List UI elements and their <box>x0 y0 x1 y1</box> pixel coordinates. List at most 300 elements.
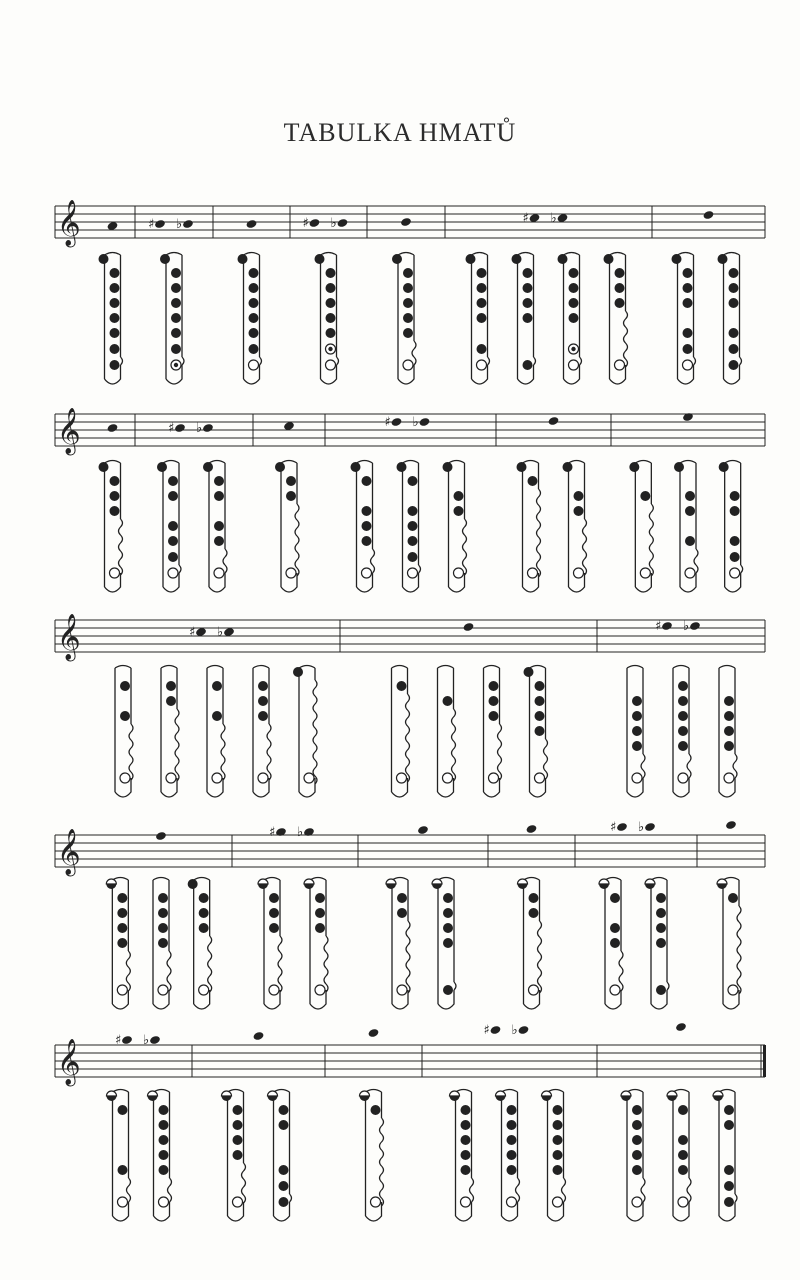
note-head <box>149 1035 161 1045</box>
hole-open <box>212 773 222 783</box>
hole-closed <box>553 1105 563 1115</box>
note-head <box>154 219 166 229</box>
recorder-top <box>564 253 580 256</box>
sharp-sign: ♯ <box>483 1023 490 1038</box>
recorder-wavy-edge <box>295 504 299 576</box>
hole-closed <box>632 1150 642 1160</box>
hole-closed <box>466 254 476 264</box>
hole-closed <box>523 268 533 278</box>
hole-closed <box>674 462 684 472</box>
recorder-wavy-edge <box>278 936 282 992</box>
treble-clef: 𝄞 <box>57 200 81 246</box>
note-head <box>526 824 538 834</box>
measure <box>360 1028 384 1221</box>
hole-closed <box>729 283 739 293</box>
sharp-sign: ♯ <box>384 415 391 430</box>
system-2 <box>55 408 765 592</box>
flat-sign: ♭ <box>297 825 304 840</box>
recorder-top <box>207 666 223 669</box>
note-head <box>368 1028 380 1038</box>
measure <box>466 211 628 384</box>
thumb-pinched-bottom <box>432 884 442 889</box>
hole-closed <box>258 681 268 691</box>
recorder-top <box>163 461 179 464</box>
flat-sign: ♭ <box>511 1023 518 1038</box>
measure <box>275 421 299 592</box>
recorder-wavy-edge <box>641 754 645 778</box>
recorder-wavy-edge <box>583 519 587 575</box>
note-head <box>548 416 560 426</box>
hole-closed <box>489 711 499 721</box>
hole-closed <box>110 506 120 516</box>
recorder-wavy-edge <box>580 357 582 365</box>
hole-closed <box>678 711 688 721</box>
hole-open <box>728 985 738 995</box>
hole-open <box>678 773 688 783</box>
hole-open <box>397 985 407 995</box>
note-head <box>309 218 321 228</box>
recorder-wavy-edge <box>223 549 227 573</box>
hole-closed <box>362 506 372 516</box>
hole-closed <box>199 893 209 903</box>
hole-closed <box>517 462 527 472</box>
flat-sign: ♭ <box>638 820 645 835</box>
note-head <box>490 1025 502 1035</box>
hole-closed <box>685 536 695 546</box>
hole-closed <box>569 298 579 308</box>
hole-closed <box>477 313 487 323</box>
recorder-wavy-edge <box>694 549 698 573</box>
measure <box>627 619 737 797</box>
recorder-wavy-edge <box>371 549 375 573</box>
hole-closed <box>408 506 418 516</box>
hole-closed <box>632 711 642 721</box>
note-head <box>400 217 412 227</box>
hole-closed <box>507 1150 517 1160</box>
hole-closed <box>269 908 279 918</box>
recorder-wavy-edge <box>406 921 410 993</box>
hole-closed <box>507 1135 517 1145</box>
hole-closed <box>408 552 418 562</box>
hole-closed <box>326 298 336 308</box>
hole-closed <box>724 1181 734 1191</box>
hole-closed <box>443 696 453 706</box>
measure <box>238 219 262 384</box>
recorder-top <box>569 461 585 464</box>
hole-closed <box>159 1105 169 1115</box>
recorder-top <box>449 461 465 464</box>
flat-sign: ♭ <box>412 415 419 430</box>
note-head <box>391 417 403 427</box>
hole-closed <box>461 1150 471 1160</box>
hole-closed <box>730 536 740 546</box>
recorder-wavy-edge <box>119 519 123 575</box>
hole-open <box>443 773 453 783</box>
flat-sign: ♭ <box>330 216 337 231</box>
recorder-top <box>627 666 643 669</box>
final-bar-thick <box>763 1045 766 1077</box>
hole-closed <box>362 476 372 486</box>
hole-closed <box>362 536 372 546</box>
hole-closed <box>99 462 109 472</box>
hole-closed <box>315 893 325 903</box>
hole-open <box>269 985 279 995</box>
hole-open <box>362 568 372 578</box>
hole-half-closed-dot <box>174 363 178 367</box>
recorder-wavy-edge <box>412 341 416 365</box>
hole-open <box>286 568 296 578</box>
measure <box>99 423 123 592</box>
measure <box>115 625 317 797</box>
recorder-top <box>484 666 500 669</box>
recorder-wavy-edge <box>488 357 490 365</box>
thumb-pinched-bottom <box>268 1096 278 1101</box>
hole-closed <box>397 893 407 903</box>
recorder-top <box>299 666 315 669</box>
recorder-top <box>518 253 534 256</box>
hole-closed <box>563 462 573 472</box>
recorder-wavy-edge <box>687 1178 691 1202</box>
note-head <box>182 219 194 229</box>
measure <box>392 622 548 797</box>
recorder-top <box>105 253 121 256</box>
recorder-top <box>281 461 297 464</box>
recorder-wavy-edge <box>182 357 184 365</box>
hole-closed <box>523 313 533 323</box>
hole-closed <box>157 462 167 472</box>
hole-closed <box>553 1120 563 1130</box>
thumb-pinched-bottom <box>542 1096 552 1101</box>
hole-closed <box>118 1105 128 1115</box>
recorder-wavy-edge <box>126 951 130 991</box>
note-head <box>661 621 673 631</box>
thumb-pinched-bottom <box>107 1096 117 1101</box>
note-head <box>202 423 214 433</box>
sharp-sign: ♯ <box>189 625 196 640</box>
hole-closed <box>166 696 176 706</box>
hole-closed <box>199 908 209 918</box>
note-head <box>518 1025 530 1035</box>
thumb-pinched-top <box>621 1091 631 1096</box>
note-head <box>682 412 694 422</box>
hole-closed <box>214 491 224 501</box>
recorder-wavy-edge <box>667 982 669 990</box>
hole-open <box>120 773 130 783</box>
hole-closed <box>275 462 285 472</box>
hole-closed <box>477 268 487 278</box>
hole-closed <box>683 268 693 278</box>
hole-closed <box>315 908 325 918</box>
hole-closed <box>214 536 224 546</box>
recorder-top <box>392 666 408 669</box>
hole-closed <box>553 1165 563 1175</box>
hole-closed <box>286 491 296 501</box>
thumb-pinched-top <box>148 1091 158 1096</box>
hole-closed <box>279 1105 289 1115</box>
hole-closed <box>610 923 620 933</box>
hole-closed <box>159 1120 169 1130</box>
hole-closed <box>569 313 579 323</box>
hole-closed <box>683 344 693 354</box>
hole-open <box>403 360 413 370</box>
thumb-pinched-bottom <box>148 1096 158 1101</box>
flat-sign: ♭ <box>550 211 557 226</box>
hole-closed <box>168 476 178 486</box>
measure <box>106 831 211 1009</box>
thumb-pinched-top <box>258 879 268 884</box>
hole-closed <box>640 491 650 501</box>
hole-closed <box>629 462 639 472</box>
system-3 <box>55 614 765 797</box>
hole-open <box>397 773 407 783</box>
hole-open <box>640 568 650 578</box>
hole-closed <box>293 667 303 677</box>
hole-closed <box>672 254 682 264</box>
recorder-wavy-edge <box>121 357 123 365</box>
hole-closed <box>678 681 688 691</box>
hole-closed <box>729 360 739 370</box>
hole-closed <box>168 491 178 501</box>
hole-closed <box>632 1105 642 1115</box>
hole-closed <box>678 1150 688 1160</box>
hole-closed <box>233 1135 243 1145</box>
hole-closed <box>724 1197 734 1207</box>
hole-open <box>117 985 127 995</box>
hole-closed <box>214 521 224 531</box>
note-head <box>246 219 258 229</box>
hole-open <box>159 1197 169 1207</box>
hole-closed <box>212 681 222 691</box>
flat-sign: ♭ <box>196 421 203 436</box>
hole-closed <box>724 1105 734 1115</box>
measure <box>672 210 742 384</box>
note-head <box>107 423 119 433</box>
hole-open <box>461 1197 471 1207</box>
hole-closed <box>408 476 418 486</box>
hole-closed <box>443 908 453 918</box>
thumb-pinched-bottom <box>621 1096 631 1101</box>
thumb-pinched-bottom <box>599 884 609 889</box>
treble-clef: 𝄞 <box>57 829 81 875</box>
hole-closed <box>604 254 614 264</box>
hole-open <box>110 568 120 578</box>
recorder-wavy-edge <box>208 936 212 992</box>
recorder-wavy-edge <box>649 504 653 576</box>
recorder-top <box>115 666 131 669</box>
thumb-pinched-bottom <box>518 884 528 889</box>
hole-closed <box>528 476 538 486</box>
recorder-wavy-edge <box>452 709 456 781</box>
hole-closed <box>685 506 695 516</box>
measure <box>351 415 467 592</box>
hole-closed <box>233 1150 243 1160</box>
hole-closed <box>507 1120 517 1130</box>
hole-closed <box>110 268 120 278</box>
recorder-wavy-edge <box>741 565 743 573</box>
hole-closed <box>233 1105 243 1115</box>
hole-open <box>528 568 538 578</box>
hole-closed <box>403 313 413 323</box>
note-head <box>303 827 315 837</box>
recorder-wavy-edge <box>463 519 467 575</box>
hole-closed <box>718 254 728 264</box>
note-head <box>121 1035 133 1045</box>
hole-open <box>371 1197 381 1207</box>
hole-closed <box>171 268 181 278</box>
recorder-wavy-edge <box>470 1178 474 1202</box>
thumb-pinched-top <box>713 1091 723 1096</box>
hole-closed <box>110 344 120 354</box>
thumb-pinched-bottom <box>496 1096 506 1101</box>
recorder-top <box>357 461 373 464</box>
hole-closed <box>212 711 222 721</box>
hole-open <box>489 773 499 783</box>
thumb-pinched-top <box>304 879 314 884</box>
measure <box>518 824 542 1009</box>
hole-closed <box>188 879 198 889</box>
thumb-pinched-bottom <box>386 884 396 889</box>
hole-closed <box>719 462 729 472</box>
hole-open <box>574 568 584 578</box>
hole-closed <box>118 1165 128 1175</box>
thumb-pinched-top <box>599 879 609 884</box>
hole-closed <box>524 667 534 677</box>
recorder-top <box>719 666 735 669</box>
hole-closed <box>371 1105 381 1115</box>
recorder-wavy-edge <box>419 565 421 573</box>
hole-closed <box>656 923 666 933</box>
hole-closed <box>724 726 734 736</box>
hole-closed <box>678 1105 688 1115</box>
recorder-wavy-edge <box>267 724 271 780</box>
measure <box>386 825 456 1009</box>
sharp-sign: ♯ <box>522 211 529 226</box>
hole-closed <box>632 1120 642 1130</box>
hole-closed <box>110 298 120 308</box>
flat-sign: ♭ <box>143 1033 150 1048</box>
hole-open <box>724 773 734 783</box>
recorder-top <box>403 461 419 464</box>
hole-closed <box>166 681 176 691</box>
thumb-pinched-top <box>717 879 727 884</box>
hole-open <box>535 773 545 783</box>
hole-closed <box>110 283 120 293</box>
thumb-pinched-bottom <box>258 884 268 889</box>
hole-closed <box>574 491 584 501</box>
treble-clef: 𝄞 <box>57 614 81 660</box>
measure <box>157 421 227 592</box>
hole-closed <box>397 681 407 691</box>
hole-closed <box>729 268 739 278</box>
thumb-pinched-top <box>432 879 442 884</box>
hole-open <box>454 568 464 578</box>
hole-open <box>632 1197 642 1207</box>
recorder-top <box>678 253 694 256</box>
hole-closed <box>249 298 259 308</box>
note-head <box>419 417 431 427</box>
hole-closed <box>158 923 168 933</box>
hole-closed <box>279 1120 289 1130</box>
hole-closed <box>403 328 413 338</box>
hole-closed <box>168 536 178 546</box>
hole-closed <box>160 254 170 264</box>
measure <box>99 221 123 384</box>
recorder-wavy-edge <box>619 951 623 991</box>
recorder-top <box>523 461 539 464</box>
thumb-pinched-top <box>645 879 655 884</box>
note-head <box>675 1022 687 1032</box>
thumb-pinched-top <box>268 1091 278 1096</box>
note-head <box>703 210 715 220</box>
hole-closed <box>315 254 325 264</box>
note-head <box>644 822 656 832</box>
hole-closed <box>249 344 259 354</box>
hole-open <box>199 985 209 995</box>
recorder-wavy-edge <box>544 739 548 779</box>
recorder-top <box>438 666 454 669</box>
hole-closed <box>632 741 642 751</box>
note-head <box>463 622 475 632</box>
recorder-wavy-edge <box>167 951 171 991</box>
recorder-wavy-edge <box>733 754 737 778</box>
recorder-wavy-edge <box>324 936 328 992</box>
thumb-pinched-bottom <box>645 884 655 889</box>
hole-closed <box>678 1165 688 1175</box>
measure <box>148 217 194 384</box>
system-1 <box>55 200 765 384</box>
hole-closed <box>99 254 109 264</box>
hole-closed <box>454 506 464 516</box>
hole-closed <box>523 283 533 293</box>
thumb-pinched-bottom <box>713 1096 723 1101</box>
hole-closed <box>685 491 695 501</box>
hole-closed <box>171 298 181 308</box>
hole-closed <box>443 938 453 948</box>
hole-closed <box>656 985 666 995</box>
hole-open <box>632 773 642 783</box>
hole-closed <box>158 893 168 903</box>
hole-closed <box>159 1135 169 1145</box>
hole-open <box>168 568 178 578</box>
hole-open <box>730 568 740 578</box>
hole-closed <box>632 696 642 706</box>
hole-closed <box>523 360 533 370</box>
hole-closed <box>461 1135 471 1145</box>
thumb-pinched-top <box>386 879 396 884</box>
recorder-top <box>530 666 546 669</box>
hole-closed <box>553 1150 563 1160</box>
measure <box>303 216 349 384</box>
hole-closed <box>656 938 666 948</box>
hole-closed <box>279 1181 289 1191</box>
thumb-pinched-bottom <box>360 1096 370 1101</box>
hole-closed <box>678 1135 688 1145</box>
thumb-pinched-top <box>107 1091 117 1096</box>
hole-closed <box>730 552 740 562</box>
recorder-top <box>398 253 414 256</box>
hole-open <box>507 1197 517 1207</box>
hole-open <box>166 773 176 783</box>
hole-closed <box>249 328 259 338</box>
recorder-wavy-edge <box>313 680 317 784</box>
hole-closed <box>656 893 666 903</box>
hole-closed <box>110 313 120 323</box>
hole-closed <box>117 923 127 933</box>
recorder-top <box>194 878 210 881</box>
hole-closed <box>168 521 178 531</box>
recorder-top <box>161 666 177 669</box>
treble-clef: 𝄞 <box>57 408 81 454</box>
